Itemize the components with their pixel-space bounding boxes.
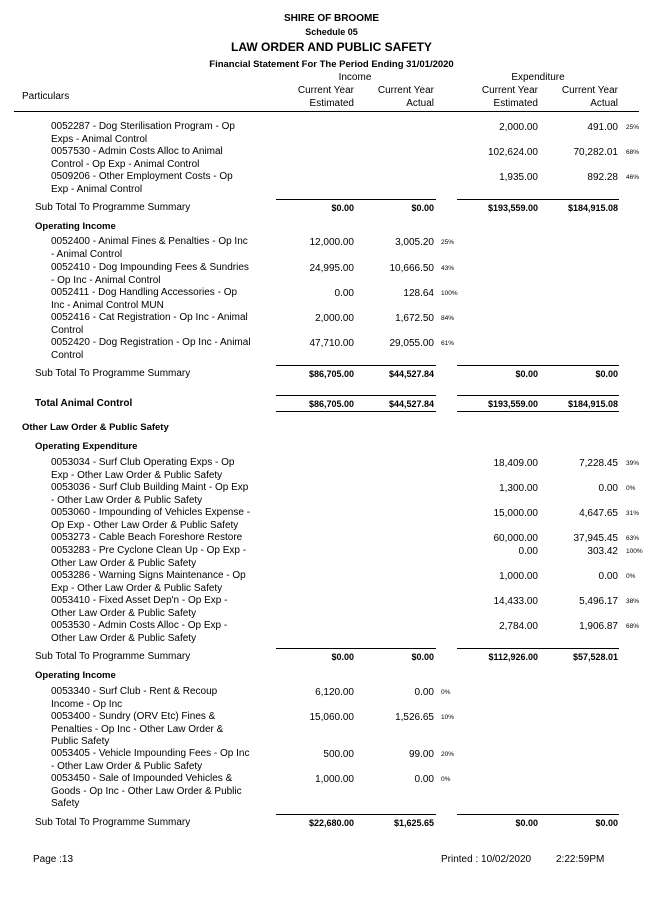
row-inc-act: 128.64 bbox=[403, 288, 434, 299]
row-inc-act: 1,526.65 bbox=[395, 712, 434, 723]
total-exp-act: $184,915.08 bbox=[567, 399, 618, 409]
income-header: Income bbox=[338, 72, 372, 83]
income-actual-header bbox=[364, 84, 434, 110]
row-inc-percent: 10% bbox=[441, 714, 455, 721]
subtotal-rule bbox=[276, 814, 436, 815]
income-actual-header-line1: Current Year bbox=[377, 85, 434, 96]
income-estimated-header-line2: Estimated bbox=[309, 98, 354, 109]
page-subtitle: Financial Statement For The Period Ending 31/01/2020 bbox=[209, 59, 454, 70]
row-exp-act: 4,647.65 bbox=[579, 508, 618, 519]
subtotal-inc-act: $1,625.65 bbox=[393, 818, 434, 828]
row-inc-percent: 0% bbox=[441, 776, 451, 783]
subtotal-exp-est: $0.00 bbox=[515, 818, 538, 828]
row-description: 0509206 - Other Employment Costs - Op Exp - Animal Control bbox=[51, 171, 233, 195]
expenditure-actual-header-line1: Current Year bbox=[561, 85, 618, 96]
row-description: 0053060 - Impounding of Vehicles Expense - Op Exp - Other Law Order & Public Safety bbox=[51, 507, 251, 531]
row-exp-est: 1,000.00 bbox=[499, 571, 538, 582]
row-inc-act: 29,055.00 bbox=[389, 338, 434, 349]
particulars-header: Particulars bbox=[22, 91, 70, 102]
row-inc-percent: 61% bbox=[441, 340, 455, 347]
row-exp-percent: 68% bbox=[626, 149, 640, 156]
row-inc-act: 1,672.50 bbox=[395, 313, 434, 324]
row-exp-est: 14,433.00 bbox=[493, 596, 538, 607]
row-inc-percent: 43% bbox=[441, 265, 455, 272]
section-operating-income-2: Operating Income bbox=[35, 670, 116, 681]
row-inc-est: 47,710.00 bbox=[309, 338, 354, 349]
subtotal-rule bbox=[276, 199, 436, 200]
total-exp-est: $193,559.00 bbox=[487, 399, 538, 409]
row-description: 0052420 - Dog Registration - Op Inc - Animal Control bbox=[51, 337, 251, 361]
page-title: LAW ORDER AND PUBLIC SAFETY bbox=[231, 40, 432, 54]
row-description: 0052400 - Animal Fines & Penalties - Op Inc - Animal Control bbox=[51, 236, 248, 260]
row-exp-act: 37,945.45 bbox=[573, 533, 618, 544]
row-description: 0057530 - Admin Costs Alloc to Animal Control - Op Exp - Animal Control bbox=[51, 146, 223, 170]
row-exp-est: 60,000.00 bbox=[493, 533, 538, 544]
row-exp-act: 491.00 bbox=[587, 122, 618, 133]
row-exp-percent: 39% bbox=[626, 460, 640, 467]
row-exp-act: 0.00 bbox=[598, 483, 618, 494]
row-exp-est: 1,300.00 bbox=[499, 483, 538, 494]
income-estimated-header-line1: Current Year bbox=[297, 85, 354, 96]
subtotal-rule bbox=[457, 411, 619, 412]
total-inc-est: $86,705.00 bbox=[308, 399, 354, 409]
row-inc-est: 500.00 bbox=[323, 749, 354, 760]
row-exp-est: 102,624.00 bbox=[487, 147, 538, 158]
row-inc-percent: 25% bbox=[441, 239, 455, 246]
row-exp-act: 5,496.17 bbox=[579, 596, 618, 607]
row-exp-est: 1,935.00 bbox=[499, 172, 538, 183]
subtotal-rule bbox=[276, 365, 436, 366]
row-exp-percent: 25% bbox=[626, 124, 640, 131]
section-operating-income-1: Operating Income bbox=[35, 221, 116, 232]
row-exp-act: 1,906.87 bbox=[579, 621, 618, 632]
subtotal-label: Sub Total To Programme Summary bbox=[35, 202, 191, 213]
row-exp-est: 15,000.00 bbox=[493, 508, 538, 519]
row-exp-percent: 31% bbox=[626, 510, 640, 517]
row-exp-percent: 38% bbox=[626, 598, 640, 605]
subtotal-label: Sub Total To Programme Summary bbox=[35, 651, 191, 662]
row-inc-est: 1,000.00 bbox=[315, 774, 354, 785]
row-exp-percent: 0% bbox=[626, 485, 636, 492]
subtotal-rule bbox=[276, 648, 436, 649]
row-exp-percent: 46% bbox=[626, 174, 640, 181]
subtotal-inc-est: $22,680.00 bbox=[308, 818, 354, 828]
row-inc-act: 3,005.20 bbox=[395, 237, 434, 248]
row-description: 0053036 - Surf Club Building Maint - Op Exp - Other Law Order & Public Safety bbox=[51, 482, 249, 506]
printed-date: Printed : 10/02/2020 bbox=[441, 854, 532, 865]
row-description: 0053405 - Vehicle Impounding Fees - Op Inc - Other Law Order & Public Safety bbox=[51, 748, 250, 772]
row-exp-act: 303.42 bbox=[587, 546, 618, 557]
subtotal-exp-est: $193,559.00 bbox=[487, 203, 538, 213]
row-exp-act: 892.28 bbox=[587, 172, 618, 183]
row-exp-est: 0.00 bbox=[518, 546, 538, 557]
row-inc-est: 0.00 bbox=[334, 288, 354, 299]
subtotal-rule bbox=[457, 365, 619, 366]
row-inc-est: 15,060.00 bbox=[309, 712, 354, 723]
row-inc-percent: 100% bbox=[441, 290, 458, 297]
expenditure-actual-header-line2: Actual bbox=[590, 98, 618, 109]
row-description: 0053273 - Cable Beach Foreshore Restore bbox=[51, 532, 243, 543]
income-estimated-header bbox=[284, 84, 354, 110]
row-description: 0052287 - Dog Sterilisation Program - Op Exps - Animal Control bbox=[51, 121, 235, 145]
row-inc-percent: 20% bbox=[441, 751, 455, 758]
expenditure-header: Expenditure bbox=[511, 72, 565, 83]
subtotal-exp-act: $184,915.08 bbox=[567, 203, 618, 213]
row-inc-est: 2,000.00 bbox=[315, 313, 354, 324]
header-divider bbox=[14, 111, 639, 112]
subtotal-rule bbox=[457, 814, 619, 815]
row-description: 0053034 - Surf Club Operating Exps - Op Exp - Other Law Order & Public Safety bbox=[51, 457, 235, 481]
subtotal-inc-est: $86,705.00 bbox=[308, 369, 354, 379]
row-inc-est: 6,120.00 bbox=[315, 687, 354, 698]
total-label: Total Animal Control bbox=[35, 398, 133, 409]
row-inc-act: 10,666.50 bbox=[389, 263, 434, 274]
row-exp-act: 70,282.01 bbox=[573, 147, 618, 158]
row-inc-est: 12,000.00 bbox=[309, 237, 354, 248]
row-description: 0053340 - Surf Club - Rent & Recoup Income - Op Inc bbox=[51, 686, 218, 710]
printed-time: 2:22:59PM bbox=[556, 854, 605, 865]
org-name: SHIRE OF BROOME bbox=[283, 13, 379, 24]
page-number: Page :13 bbox=[33, 854, 74, 865]
row-description: 0053286 - Warning Signs Maintenance - Op Exp - Other Law Order & Public Safety bbox=[51, 570, 246, 594]
row-inc-percent: 84% bbox=[441, 315, 455, 322]
subtotal-inc-act: $0.00 bbox=[411, 652, 434, 662]
row-description: 0052416 - Cat Registration - Op Inc - Animal Control bbox=[51, 312, 248, 336]
row-exp-percent: 100% bbox=[626, 548, 643, 555]
row-exp-percent: 0% bbox=[626, 573, 636, 580]
subtotal-rule bbox=[457, 395, 619, 396]
row-description: 0053400 - Sundry (ORV Etc) Fines & Penalties - Op Inc - Other Law Order & Public Safety bbox=[51, 711, 224, 747]
row-exp-act: 0.00 bbox=[598, 571, 618, 582]
expenditure-estimated-header bbox=[468, 84, 538, 110]
subtotal-exp-act: $0.00 bbox=[595, 369, 618, 379]
subtotal-rule bbox=[457, 648, 619, 649]
row-inc-act: 99.00 bbox=[408, 749, 434, 760]
subtotal-inc-act: $44,527.84 bbox=[388, 369, 434, 379]
row-exp-act: 7,228.45 bbox=[579, 458, 618, 469]
subtotal-inc-est: $0.00 bbox=[331, 652, 354, 662]
schedule-label: Schedule 05 bbox=[305, 27, 358, 37]
row-exp-percent: 63% bbox=[626, 535, 640, 542]
row-description: 0053410 - Fixed Asset Dep'n - Op Exp - Other Law Order & Public Safety bbox=[51, 595, 228, 619]
row-inc-act: 0.00 bbox=[414, 774, 434, 785]
row-inc-est: 24,995.00 bbox=[309, 263, 354, 274]
subtotal-label: Sub Total To Programme Summary bbox=[35, 368, 191, 379]
row-inc-act: 0.00 bbox=[414, 687, 434, 698]
subtotal-rule bbox=[457, 199, 619, 200]
row-description: 0053450 - Sale of Impounded Vehicles & Goods - Op Inc - Other Law Order & Public Safety bbox=[51, 773, 242, 809]
row-description: 0053283 - Pre Cyclone Clean Up - Op Exp - Other Law Order & Public Safety bbox=[51, 545, 247, 569]
row-description: 0053530 - Admin Costs Alloc - Op Exp - Other Law Order & Public Safety bbox=[51, 620, 228, 644]
subtotal-inc-act: $0.00 bbox=[411, 203, 434, 213]
row-exp-percent: 68% bbox=[626, 623, 640, 630]
subtotal-label: Sub Total To Programme Summary bbox=[35, 817, 191, 828]
subtotal-inc-est: $0.00 bbox=[331, 203, 354, 213]
subtotal-rule bbox=[276, 411, 436, 412]
row-exp-est: 2,784.00 bbox=[499, 621, 538, 632]
subtotal-exp-act: $57,528.01 bbox=[572, 652, 618, 662]
total-inc-act: $44,527.84 bbox=[388, 399, 434, 409]
row-exp-est: 18,409.00 bbox=[493, 458, 538, 469]
subtotal-exp-est: $112,926.00 bbox=[488, 652, 538, 662]
row-description: 0052411 - Dog Handling Accessories - Op Inc - Animal Control MUN bbox=[51, 287, 238, 311]
expenditure-actual-header bbox=[548, 84, 618, 110]
subtotal-rule bbox=[276, 395, 436, 396]
subtotal-exp-act: $0.00 bbox=[595, 818, 618, 828]
row-exp-est: 2,000.00 bbox=[499, 122, 538, 133]
section-other-law: Other Law Order & Public Safety bbox=[22, 422, 169, 433]
row-description: 0052410 - Dog Impounding Fees & Sundries - Op Inc - Animal Control bbox=[51, 262, 249, 286]
income-actual-header-line2: Actual bbox=[406, 98, 434, 109]
subtotal-exp-est: $0.00 bbox=[515, 369, 538, 379]
row-inc-percent: 0% bbox=[441, 689, 451, 696]
expenditure-estimated-header-line1: Current Year bbox=[481, 85, 538, 96]
section-operating-expenditure: Operating Expenditure bbox=[35, 441, 138, 452]
expenditure-estimated-header-line2: Estimated bbox=[493, 98, 538, 109]
